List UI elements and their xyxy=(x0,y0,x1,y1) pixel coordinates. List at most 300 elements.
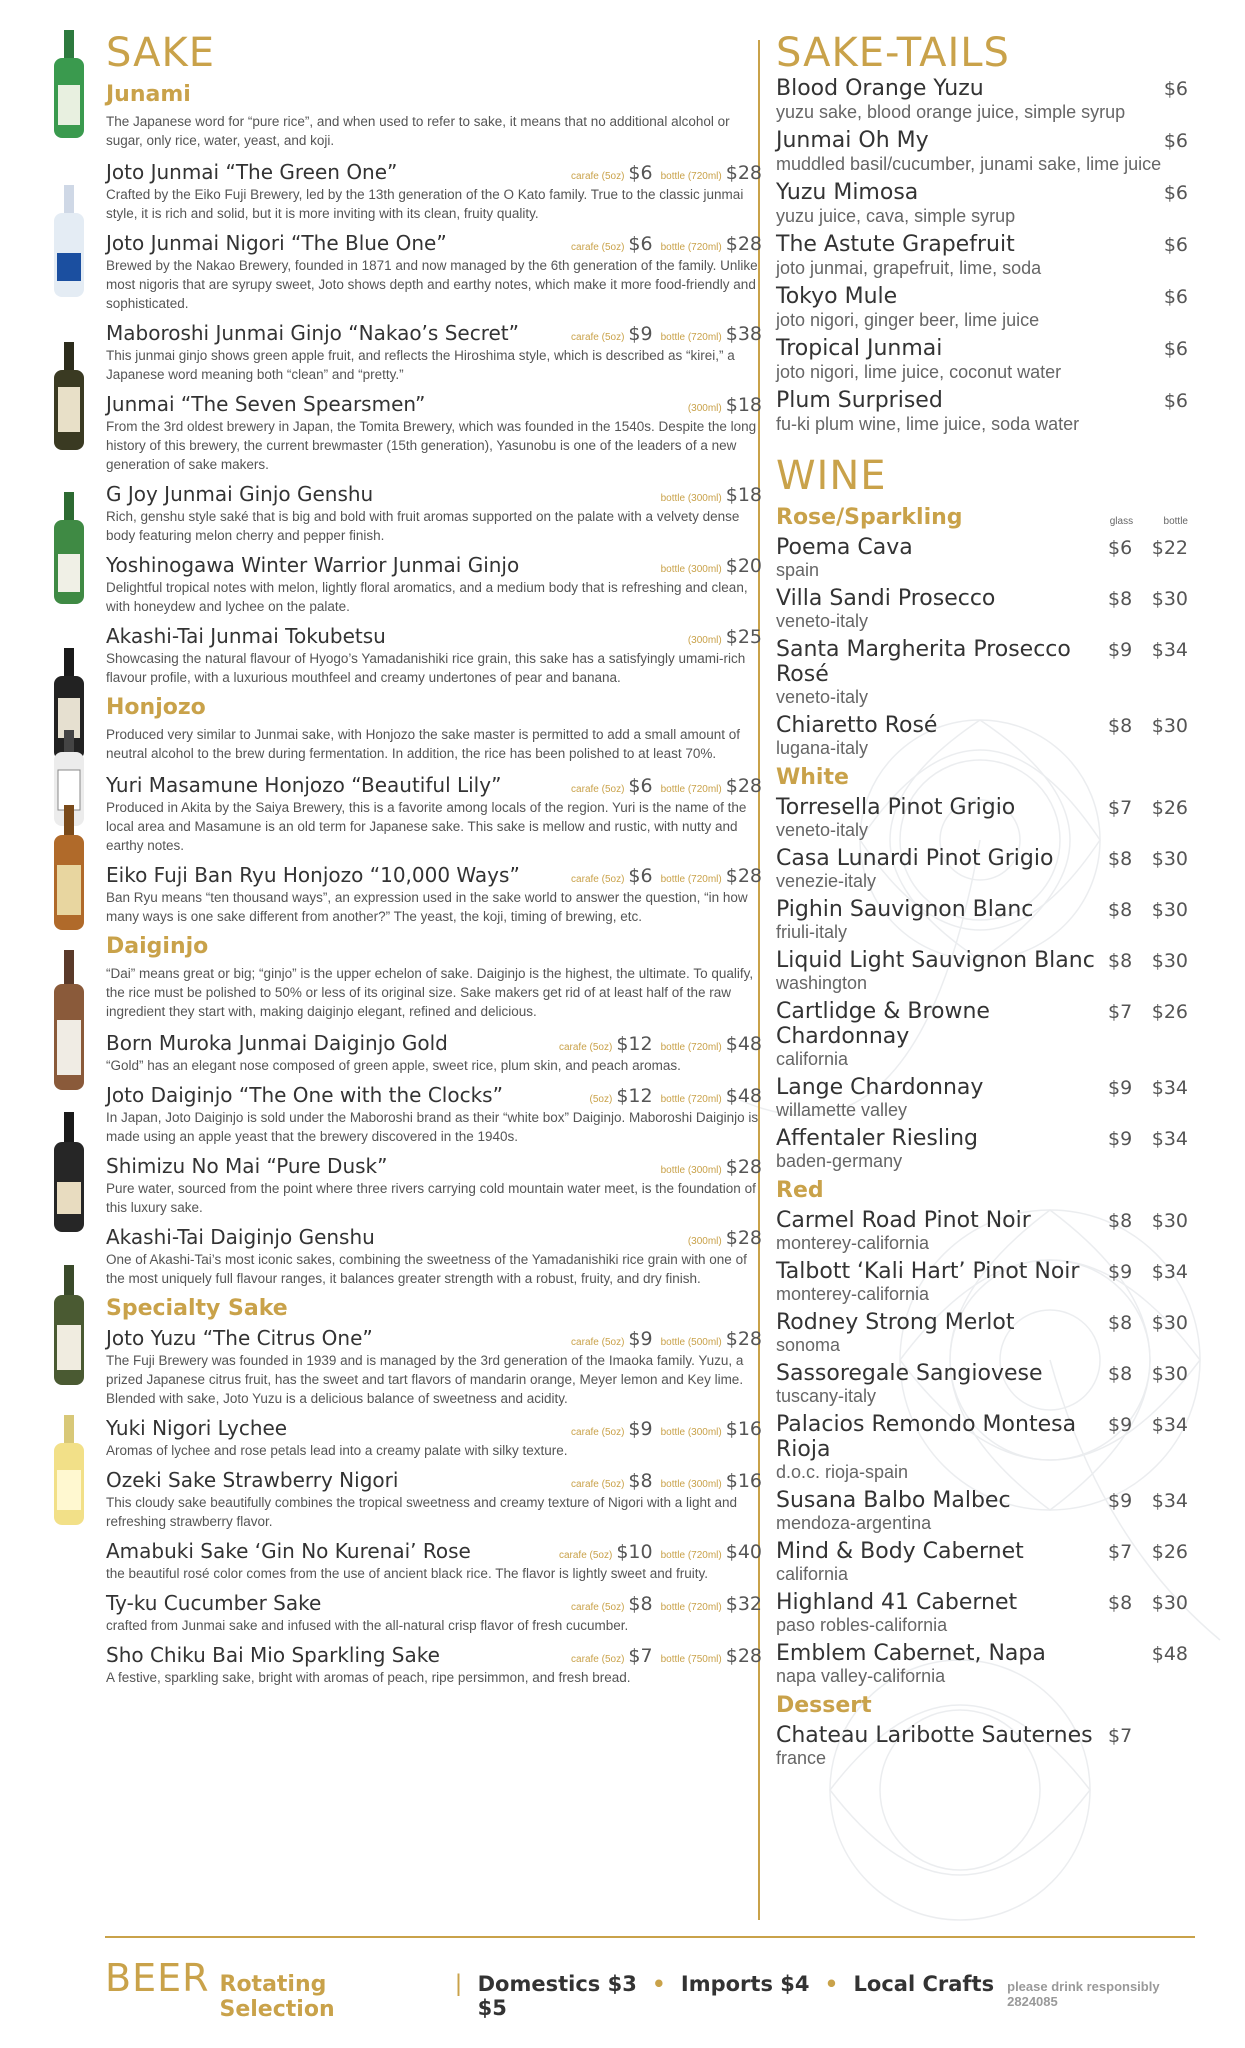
sake-description: crafted from Junmai sake and infused with the all-natural crisp flavor of fresh cucumber. xyxy=(106,1618,629,1633)
bottle-label: bottle (720ml) xyxy=(660,784,722,795)
wine-item xyxy=(776,637,1188,708)
sake-name: Yuki Nigori Lychee xyxy=(106,1416,288,1440)
wine-header xyxy=(776,1590,1188,1615)
cocktail-price: $6 xyxy=(1163,338,1188,360)
sake-item-header xyxy=(106,482,762,506)
bottle-price: $48 xyxy=(1151,1643,1188,1665)
bottle-price: $26 xyxy=(1151,1541,1188,1563)
sake-item-header xyxy=(106,1031,762,1055)
wine-item xyxy=(776,897,1188,943)
wine-header xyxy=(776,586,1188,611)
cocktail-item xyxy=(776,180,1188,227)
wine-name: Carmel Road Pinot Noir xyxy=(776,1208,1031,1233)
sake-item-header xyxy=(106,1468,762,1492)
bottle-price: $28 xyxy=(725,1645,762,1667)
sake-item xyxy=(106,1326,762,1408)
sake-section xyxy=(42,30,762,1695)
glass-price: $8 xyxy=(1108,1592,1133,1614)
carafe-label: carafe (5oz) xyxy=(571,874,625,885)
beer-subtitle: Rotating Selection xyxy=(219,1972,335,2022)
cocktail-price: $6 xyxy=(1163,182,1188,204)
wine-item xyxy=(776,1310,1188,1356)
wine-item xyxy=(776,1208,1188,1254)
beer-prices xyxy=(478,1972,1008,2020)
sake-description: Delightful tropical notes with melon, lightly floral aromatics, and a medium body that is refreshing and clean, with honeydew and lychee on the palate. xyxy=(106,580,748,614)
sake-prices xyxy=(563,775,762,797)
wine-header xyxy=(776,1488,1188,1513)
sake-description: In Japan, Joto Daiginjo is sold under the Maboroshi brand as their “white box” Daiginjo. Maboroshi Daiginjo is made using an apple yeast that the brewery discovered in the 1940s. xyxy=(106,1110,759,1144)
sake-prices xyxy=(653,484,762,506)
sake-name: Yuri Masamune Honjozo “Beautiful Lily” xyxy=(106,773,502,797)
carafe-price: $7 xyxy=(628,1645,653,1667)
bottle-label: bottle (720ml) xyxy=(660,1602,722,1613)
bottle-price: $30 xyxy=(1151,588,1188,610)
cocktail-name: Yuzu Mimosa xyxy=(776,180,919,205)
wine-name: Lange Chardonnay xyxy=(776,1075,984,1100)
green-bottle-image xyxy=(46,492,92,604)
amber-bottle-image xyxy=(46,805,92,930)
bottle-price: $30 xyxy=(1151,899,1188,921)
wine-item xyxy=(776,795,1188,841)
drinks-section xyxy=(776,30,1188,1774)
wine-origin: paso robles-california xyxy=(776,1615,948,1635)
wine-name: Affentaler Riesling xyxy=(776,1126,979,1151)
cocktail-ingredients: joto nigori, lime juice, coconut water xyxy=(776,362,1062,382)
cocktail-ingredients: fu-ki plum wine, lime juice, soda water xyxy=(776,414,1080,434)
wine-header xyxy=(776,713,1188,738)
sake-prices xyxy=(551,1541,762,1563)
glass-price: $9 xyxy=(1108,639,1133,661)
wine-name: Torresella Pinot Grigio xyxy=(776,795,1016,820)
cocktail-item xyxy=(776,284,1188,331)
glass-price: $7 xyxy=(1108,797,1133,819)
daiginjo-title: Daiginjo xyxy=(106,934,209,959)
bottle-label: bottle (300ml) xyxy=(660,1165,722,1176)
carafe-label: carafe (5oz) xyxy=(571,1479,625,1490)
saketails-title: SAKE-TAILS xyxy=(776,30,1010,76)
sake-description: “Gold” has an elegant nose composed of green apple, sweet rice, plum skin, and peach aromas. xyxy=(106,1058,681,1073)
wine-origin: veneto-italy xyxy=(776,687,869,707)
sake-prices xyxy=(680,1227,762,1249)
wine-name: Chiaretto Rosé xyxy=(776,713,938,738)
carafe-label: (5oz) xyxy=(589,1094,613,1105)
daiginjo-description: “Dai” means great or big; “ginjo” is the upper echelon of sake. Daiginjo is the highest, the ultimate. To qualify, the rice must be polished to 50% or less of its original size. Sake makers get rid of at least half of the raw ingredient they start with, making daiginjo elegant, refined and delicious. xyxy=(106,966,754,1019)
wine-item xyxy=(776,1723,1188,1769)
wine-name: Palacios Remondo Montesa Rioja xyxy=(776,1412,1077,1462)
sake-item xyxy=(106,321,762,384)
sake-prices xyxy=(680,626,762,648)
carafe-price: $8 xyxy=(628,1470,653,1492)
carafe-label: carafe (5oz) xyxy=(558,1550,613,1561)
wine-item xyxy=(776,586,1188,632)
carafe-label: carafe (5oz) xyxy=(571,171,625,182)
wine-header xyxy=(776,1539,1188,1564)
sake-description: The Fuji Brewery was founded in 1939 and is managed by the 3rd generation of the Imaoka family. Yuzu, a prized Japanese citrus fruit, has the sweet and tart flavors of mandarin orange, Meyer lemon and Key lime. Blended with sake, Joto Yuzu is a delicious balance of sweetness and acidity. xyxy=(106,1353,744,1406)
sake-prices xyxy=(563,323,762,345)
wine-origin: baden-germany xyxy=(776,1151,903,1171)
carafe-price: $6 xyxy=(628,233,653,255)
bottle-label: bottle (750ml) xyxy=(660,1654,722,1665)
sake-prices xyxy=(563,1418,762,1440)
carafe-price: $9 xyxy=(628,1418,653,1440)
sake-description: One of Akashi-Tai’s most iconic sakes, combining the sweetness of the Yamadanishiki rice grain with one of the most uniquely full flavour ranges, it balances greater strength with a robust, fruity, and dry finish. xyxy=(106,1252,747,1286)
glass-price: $8 xyxy=(1108,950,1133,972)
rose-items xyxy=(776,535,1188,759)
sake-description: From the 3rd oldest brewery in Japan, the Tomita Brewery, which was founded in the 1540s. Despite the long history of this brewery, the current brewmaster (15th generation), Yasunobu is one of the leaders of a new generation of sake makers. xyxy=(106,419,757,472)
price-column-labels xyxy=(1110,511,1188,529)
wine-name: Chateau Laribotte Sauternes xyxy=(776,1723,1093,1748)
local-crafts-price: Local Crafts $5 xyxy=(477,1972,995,2020)
bottle-price: $40 xyxy=(725,1541,762,1563)
bottle-label: bottle (720ml) xyxy=(660,332,722,343)
wine-header xyxy=(776,1641,1188,1666)
wine-origin: venezie-italy xyxy=(776,871,877,891)
junami-items xyxy=(106,160,762,687)
carafe-price: $12 xyxy=(616,1033,653,1055)
glass-price: $8 xyxy=(1108,588,1133,610)
sake-item xyxy=(106,392,762,474)
wine-header xyxy=(776,1208,1188,1233)
sake-name: Sho Chiku Bai Mio Sparkling Sake xyxy=(106,1643,440,1667)
bottle-price: $28 xyxy=(725,865,762,887)
cocktail-header xyxy=(776,128,1188,153)
sake-name: Akashi-Tai Daiginjo Genshu xyxy=(106,1225,375,1249)
wine-origin: mendoza-argentina xyxy=(776,1513,932,1533)
bottle-price: $16 xyxy=(725,1418,762,1440)
bottle-price: $34 xyxy=(1151,639,1188,661)
glass-price: $9 xyxy=(1108,1128,1133,1150)
sake-prices xyxy=(563,1470,762,1492)
specialty-title: Specialty Sake xyxy=(106,1296,288,1321)
dark-bottle-image xyxy=(46,342,92,450)
wine-item xyxy=(776,999,1188,1070)
bottle-price: $25 xyxy=(725,626,762,648)
cocktail-name: Junmai Oh My xyxy=(776,128,929,153)
sake-description: A festive, sparkling sake, bright with aromas of peach, ripe persimmon, and fresh bread. xyxy=(106,1670,631,1685)
glass-price: $9 xyxy=(1108,1414,1133,1436)
sake-item xyxy=(106,482,762,545)
wine-origin: d.o.c. rioja-spain xyxy=(776,1462,909,1482)
bottle-label: bottle (300ml) xyxy=(660,493,722,504)
sake-prices xyxy=(551,1033,762,1055)
glass-price: $8 xyxy=(1108,1363,1133,1385)
cocktail-price: $6 xyxy=(1163,130,1188,152)
sake-description: Showcasing the natural flavour of Hyogo’s Yamadanishiki rice grain, this sake has a satisfyingly umami-rich flavour profile, with a luxurious mouthfeel and creamy undertones of pear and banana. xyxy=(106,651,746,685)
black-bottle-image xyxy=(46,1112,92,1232)
wine-item xyxy=(776,1126,1188,1172)
wine-header xyxy=(776,535,1188,560)
wine-origin: sonoma xyxy=(776,1335,841,1355)
cocktail-name: Tropical Junmai xyxy=(776,336,943,361)
cocktail-header xyxy=(776,336,1188,361)
bottle-images xyxy=(42,30,102,1900)
bottle-price: $28 xyxy=(725,775,762,797)
bottle-price: $30 xyxy=(1151,848,1188,870)
wine-item xyxy=(776,948,1188,994)
sake-name: Junmai “The Seven Spearsmen” xyxy=(106,392,426,416)
wine-header xyxy=(776,897,1188,922)
wine-origin: veneto-italy xyxy=(776,611,869,631)
sake-name: Yoshinogawa Winter Warrior Junmai Ginjo xyxy=(106,553,520,577)
wine-item xyxy=(776,1361,1188,1407)
wine-origin: california xyxy=(776,1049,849,1069)
sake-item-header xyxy=(106,321,762,345)
sake-item xyxy=(106,1539,762,1583)
glass-price: $7 xyxy=(1108,1001,1133,1023)
sake-name: Joto Yuzu “The Citrus One” xyxy=(106,1326,373,1350)
glass-price: $8 xyxy=(1108,1210,1133,1232)
cocktail-ingredients: yuzu sake, blood orange juice, simple syrup xyxy=(776,102,1126,122)
beer-separator: | xyxy=(455,1970,462,1997)
bottle-label: bottle (720ml) xyxy=(660,1094,722,1105)
wine-header xyxy=(776,1361,1188,1386)
cocktail-item xyxy=(776,388,1188,435)
sake-description: the beautiful rosé color comes from the use of ancient black rice. The flavor is lightly sweet and fruity. xyxy=(106,1566,709,1581)
wine-origin: willamette valley xyxy=(776,1100,908,1120)
bottle-price: $34 xyxy=(1151,1414,1188,1436)
cocktail-name: Blood Orange Yuzu xyxy=(776,76,984,101)
sake-item-header xyxy=(106,1154,762,1178)
wine-name: Susana Balbo Malbec xyxy=(776,1488,1011,1513)
glass-price: $8 xyxy=(1108,1312,1133,1334)
bottle-price: $30 xyxy=(1151,1592,1188,1614)
wine-header xyxy=(776,1075,1188,1100)
sake-description: Ban Ryu means “ten thousand ways”, an expression used in the sake world to answer the question, “in how many ways is one sake different from another?” The yeast, the koji, timing of brewing, etc. xyxy=(106,890,748,924)
wine-item xyxy=(776,1075,1188,1121)
wine-origin: friuli-italy xyxy=(776,922,848,942)
wine-origin: tuscany-italy xyxy=(776,1386,877,1406)
bottle-label: bottle (300ml) xyxy=(660,1479,722,1490)
white-title: White xyxy=(776,765,849,790)
yellow-bottle-image xyxy=(46,1415,92,1525)
wine-name: Sassoregale Sangiovese xyxy=(776,1361,1043,1386)
wine-origin: monterey-california xyxy=(776,1284,930,1304)
bottle-price: $28 xyxy=(725,233,762,255)
sake-prices xyxy=(563,1328,762,1350)
sake-prices xyxy=(563,865,762,887)
sake-name: Shimizu No Mai “Pure Dusk” xyxy=(106,1154,388,1178)
wine-origin: lugana-italy xyxy=(776,738,869,758)
glass-price: $9 xyxy=(1108,1261,1133,1283)
sake-description: Produced in Akita by the Saiya Brewery, this is a favorite among locals of the region. Yuri is the name of the local area and Masamune is an old term for Japanese sake. This sake is mellow and rustic, with nutty and earthy notes. xyxy=(106,800,747,853)
bottle-price: $28 xyxy=(725,162,762,184)
carafe-label: carafe (5oz) xyxy=(571,784,625,795)
cocktail-name: Plum Surprised xyxy=(776,388,943,413)
wine-item xyxy=(776,1641,1188,1687)
sake-description: This cloudy sake beautifully combines the tropical sweetness and creamy texture of Nigori with a light and refreshing strawberry flavor. xyxy=(106,1495,738,1529)
bottle-price: $22 xyxy=(1151,537,1188,559)
sake-item xyxy=(106,624,762,687)
carafe-price: $6 xyxy=(628,162,653,184)
cocktail-header xyxy=(776,388,1188,413)
blue-bottle-image xyxy=(46,185,92,297)
bottle-label: bottle xyxy=(1163,516,1188,527)
wine-item xyxy=(776,1590,1188,1636)
cocktail-price: $6 xyxy=(1163,286,1188,308)
cocktail-header xyxy=(776,180,1188,205)
sake-item-header xyxy=(106,1643,762,1667)
cocktail-item xyxy=(776,232,1188,279)
bottle-label: bottle (720ml) xyxy=(660,874,722,885)
wine-name: Emblem Cabernet, Napa xyxy=(776,1641,1046,1666)
carafe-label: carafe (5oz) xyxy=(571,332,625,343)
sake-name: Joto Daiginjo “The One with the Clocks” xyxy=(106,1083,503,1107)
wine-item xyxy=(776,535,1188,581)
sake-item xyxy=(106,160,762,223)
sake-item-header xyxy=(106,1416,762,1440)
sake-name: Maboroshi Junmai Ginjo “Nakao’s Secret” xyxy=(106,321,519,345)
sake-item-header xyxy=(106,773,762,797)
bottle-label: bottle (300ml) xyxy=(660,564,722,575)
carafe-price: $8 xyxy=(628,1593,653,1615)
cocktail-item xyxy=(776,128,1188,175)
carafe-label: carafe (5oz) xyxy=(571,1602,625,1613)
wine-name: Highland 41 Cabernet xyxy=(776,1590,1018,1615)
wine-origin: washington xyxy=(776,973,868,993)
carafe-label: carafe (5oz) xyxy=(571,242,625,253)
glass-price: $9 xyxy=(1108,1077,1133,1099)
bottle-label: bottle (720ml) xyxy=(660,171,722,182)
sake-name: Amabuki Sake ‘Gin No Kurenai’ Rose xyxy=(106,1539,471,1563)
rose-title: Rose/Sparkling xyxy=(776,505,963,530)
sake-item xyxy=(106,773,762,855)
sake-item-header xyxy=(106,231,762,255)
wine-origin: monterey-california xyxy=(776,1233,930,1253)
bottle-label: (300ml) xyxy=(687,403,722,414)
rose-header xyxy=(776,499,1188,535)
sake-item-header xyxy=(106,863,762,887)
sake-item-header xyxy=(106,624,762,648)
sake-name: Joto Junmai Nigori “The Blue One” xyxy=(106,231,447,255)
carafe-price: $9 xyxy=(628,323,653,345)
wine-name: Cartlidge & Browne Chardonnay xyxy=(776,999,990,1049)
glass-label: glass xyxy=(1109,516,1134,527)
white-items xyxy=(776,795,1188,1172)
carafe-label: carafe (5oz) xyxy=(571,1427,625,1438)
imports-price: Imports $4 xyxy=(680,1972,810,1996)
sake-item xyxy=(106,1643,762,1687)
bottle-price: $26 xyxy=(1151,797,1188,819)
cocktail-ingredients: joto junmai, grapefruit, lime, soda xyxy=(776,258,1042,278)
sake-name: Eiko Fuji Ban Ryu Honjozo “10,000 Ways” xyxy=(106,863,520,887)
sake-item xyxy=(106,863,762,926)
sake-description: Brewed by the Nakao Brewery, founded in 1871 and now managed by the 6th generation of the family. Unlike most nigoris that are syrupy sweet, Joto shows depth and earthy notes, which make it more food-friendly and sophisticated. xyxy=(106,258,758,311)
glass-price: $8 xyxy=(1108,899,1133,921)
bottle-price: $20 xyxy=(725,555,762,577)
sake-item xyxy=(106,1154,762,1217)
bottle-price: $28 xyxy=(725,1156,762,1178)
sake-name: Akashi-Tai Junmai Tokubetsu xyxy=(106,624,386,648)
carafe-label: carafe (5oz) xyxy=(558,1042,613,1053)
sake-name: Born Muroka Junmai Daiginjo Gold xyxy=(106,1031,448,1055)
wine-header xyxy=(776,999,1188,1049)
sake-item-header xyxy=(106,1083,762,1107)
sake-item-header xyxy=(106,1539,762,1563)
sake-name: Ozeki Sake Strawberry Nigori xyxy=(106,1468,399,1492)
cocktail-name: Tokyo Mule xyxy=(776,284,898,309)
sake-item xyxy=(106,1591,762,1635)
bullet: • xyxy=(652,1972,666,1996)
sake-prices xyxy=(563,1593,762,1615)
bottle-price: $30 xyxy=(1151,950,1188,972)
junami-title: Junami xyxy=(106,82,191,107)
glass-price: $9 xyxy=(1108,1490,1133,1512)
carafe-price: $9 xyxy=(628,1328,653,1350)
sake-name: Joto Junmai “The Green One” xyxy=(106,160,398,184)
wine-name: Mind & Body Cabernet xyxy=(776,1539,1024,1564)
sake-item xyxy=(106,1083,762,1146)
wine-header xyxy=(776,1412,1188,1462)
bottle-price: $30 xyxy=(1151,1312,1188,1334)
sake-prices xyxy=(563,1645,762,1667)
saketails-items xyxy=(776,76,1188,435)
wine-header xyxy=(776,1310,1188,1335)
sake-prices xyxy=(653,1156,762,1178)
carafe-price: $12 xyxy=(616,1085,653,1107)
bottle-label: bottle (720ml) xyxy=(660,1042,722,1053)
bottle-price: $34 xyxy=(1151,1490,1188,1512)
beer-title: BEER xyxy=(105,1956,210,2000)
sake-item-header xyxy=(106,160,762,184)
carafe-label: carafe (5oz) xyxy=(571,1654,625,1665)
bottle-label: (300ml) xyxy=(687,635,722,646)
wine-item xyxy=(776,1259,1188,1305)
red-title: Red xyxy=(776,1178,824,1203)
cocktail-header xyxy=(776,232,1188,257)
wine-name: Villa Sandi Prosecco xyxy=(776,586,996,611)
wine-item xyxy=(776,1412,1188,1483)
sake-item xyxy=(106,553,762,616)
wine-origin: veneto-italy xyxy=(776,820,869,840)
bottle-price: $34 xyxy=(1151,1261,1188,1283)
bottle-label: (300ml) xyxy=(687,1236,722,1247)
bottle-label: bottle (300ml) xyxy=(660,1427,722,1438)
cocktail-price: $6 xyxy=(1163,390,1188,412)
sake-item-header xyxy=(106,392,762,416)
red-label-bottle-image xyxy=(46,950,92,1090)
glass-price: $7 xyxy=(1108,1725,1133,1747)
sake-description: Rich, genshu style saké that is big and bold with fruit aromas supported on the palate with a velvety dense body featuring melon cherry and pepper finish. xyxy=(106,509,740,543)
cocktail-header xyxy=(776,284,1188,309)
bottle-price: $28 xyxy=(725,1328,762,1350)
wine-name: Poema Cava xyxy=(776,535,913,560)
sake-item xyxy=(106,1031,762,1075)
sake-prices xyxy=(563,233,762,255)
cocktail-item xyxy=(776,76,1188,123)
wine-header xyxy=(776,1259,1188,1284)
honjozo-items xyxy=(106,773,762,926)
cocktail-ingredients: muddled basil/cucumber, junami sake, lime juice xyxy=(776,154,1162,174)
carafe-price: $6 xyxy=(628,865,653,887)
bottle-price: $30 xyxy=(1151,1363,1188,1385)
wine-origin: california xyxy=(776,1564,849,1584)
sake-item-header xyxy=(106,1326,762,1350)
wine-header xyxy=(776,637,1188,687)
sake-item-header xyxy=(106,1591,762,1615)
honjozo-title: Honjozo xyxy=(106,695,206,720)
bottle-price: $18 xyxy=(725,394,762,416)
wine-header xyxy=(776,948,1188,973)
bottle-price: $28 xyxy=(725,1227,762,1249)
sake-item xyxy=(106,1468,762,1531)
domestics-price: Domestics $3 xyxy=(477,1972,637,1996)
cocktail-price: $6 xyxy=(1163,234,1188,256)
sake-prices xyxy=(680,394,762,416)
glass-price: $8 xyxy=(1108,715,1133,737)
wine-header xyxy=(776,1723,1188,1748)
bottle-price: $34 xyxy=(1151,1128,1188,1150)
bottle-price: $48 xyxy=(725,1033,762,1055)
